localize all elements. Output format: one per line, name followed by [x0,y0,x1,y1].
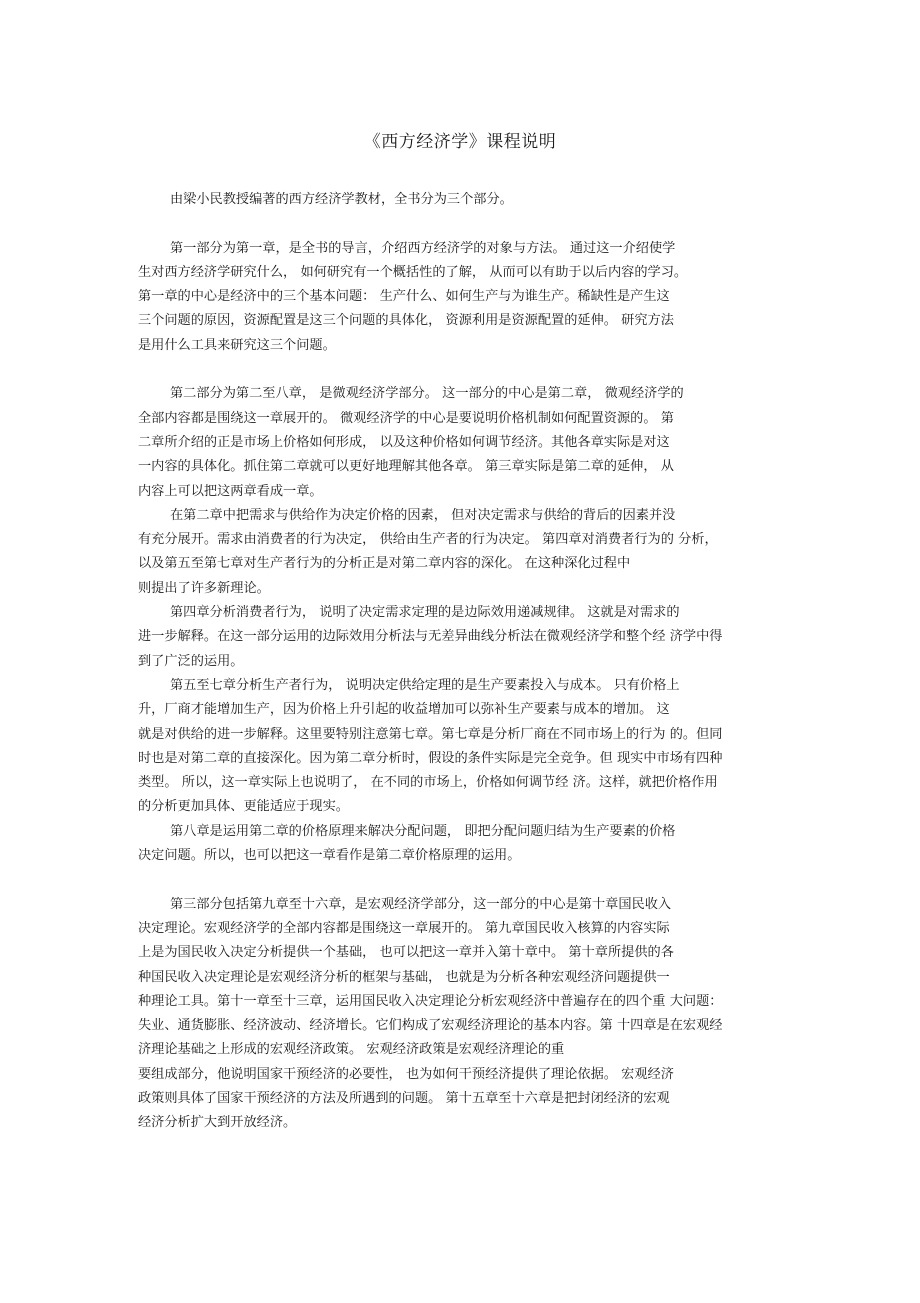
text-line: 内容上可以把这两章看成一章。 [138,483,323,499]
text-line: 进一步解释。在这一部分运用的边际效用分析法与无差异曲线分析法在微观经济学和整个经 济学中得 [138,629,723,645]
paragraph-supply-demand [138,504,783,601]
text-line: 第二部分为第二至八章， 是微观经济学部分。 这一部分的中心是第二章， 微观经济学的 [170,386,684,402]
document-body [138,188,783,1136]
document-title: 《西方经济学》课程说明 [363,132,557,152]
text-line: 第三部分包括第九章至十六章，是宏观经济学部分，这一部分的中心是第十章国民收入 [170,896,672,912]
text-line: 一内容的具体化。抓住第二章就可以更好地理解其他各章。 第三章实际是第二章的延伸， 从 [138,459,674,475]
text-line: 决定问题。所以，也可以把这一章看作是第二章价格原理的运用。 [138,848,521,864]
text-line: 在第二章中把需求与供给作为决定价格的因素， 但对决定需求与供给的背后的因素并没 [170,507,676,523]
text-line: 有充分展开。需求由消费者的行为决定， 供给由生产者的行为决定。 第四章对消费者行为的 分析， [138,532,718,548]
text-line: 第一章的中心是经济中的三个基本问题： 生产什么、如何生产与为谁生产。稀缺性是产生这 [138,289,670,305]
text-line: 的分析更加具体、更能适应于现实。 [138,799,349,815]
text-line: 失业、通货膨胀、经济波动、经济增长。它们构成了宏观经济理论的基本内容。第 十四章是在宏观经 [138,1018,723,1034]
text-line: 生对西方经济学研究什么， 如何研究有一个概括性的了解， 从而可以有助于以后内容的学习。 [138,264,688,280]
text-line: 升，厂商才能增加生产，因为价格上升引起的收益增加可以弥补生产要素与成本的增加。 这 [138,702,670,718]
text-line: 第四章分析消费者行为， 说明了决定需求定理的是边际效用递减规律。 这就是对需求的 [170,605,680,621]
text-line: 要组成部分，他说明国家干预经济的必要性， 也为如何干预经济提供了理论依据。 宏观经济 [138,1066,674,1082]
paragraph-chapter-four [138,601,783,674]
text-line: 二章所介绍的正是市场上价格如何形成， 以及这种价格如何调节经济。其他各章实际是对这 [138,434,670,450]
text-line: 时也是对第二章的直接深化。因为第二章分析时，假设的条件实际是完全竞争。但 现实中市场有四种 [138,750,723,766]
text-line: 政策则具体了国家干预经济的方法及所遇到的问题。 第十五章至十六章是把封闭经济的宏观 [138,1090,670,1106]
text-line: 三个问题的原因，资源配置是这三个问题的具体化， 资源利用是资源配置的延伸。 研究方法 [138,313,674,329]
text-line: 决定理论。宏观经济学的全部内容都是围绕这一章展开的。 第九章国民收入核算的内容实际 [138,920,670,936]
text-line: 以及第五至第七章对生产者行为的分析正是对第二章内容的深化。 在这种深化过程中 [138,556,631,572]
text-line: 全部内容都是围绕这一章展开的。 微观经济学的中心是要说明价格机制如何配置资源的。 第 [138,410,674,426]
paragraph-part-one [138,237,783,358]
text-line: 种国民收入决定理论是宏观经济分析的框架与基础， 也就是为分析各种宏观经济问题提供一 [138,969,670,985]
text-line: 就是对供给的进一步解释。这里要特别注意第七章。第七章是分析厂商在不同市场上的行为 的。但同 [138,726,723,742]
paragraph-part-two [138,382,783,503]
text-line: 济理论基础之上形成的宏观经济政策。 宏观经济政策是宏观经济理论的重 [138,1042,565,1058]
text-line: 第八章是运用第二章的价格原理来解决分配问题， 即把分配问题归结为生产要素的价格 [170,823,676,839]
text-line: 上是为国民收入决定分析提供一个基础， 也可以把这一章并入第十章中。 第十章所提供的各 [138,945,674,961]
paragraph-intro [138,188,783,212]
text-line: 到了广泛的运用。 [138,653,244,669]
text-line: 则提出了许多新理论。 [138,580,270,596]
text-line: 经济分析扩大到开放经济。 [138,1115,297,1131]
text-line: 第一部分为第一章，是全书的导言，介绍西方经济学的对象与方法。 通过这一介绍使学 [170,240,676,256]
paragraph-chapter-eight [138,820,783,869]
text-line: 类型。 所以，这一章实际上也说明了， 在不同的市场上，价格如何调节经 济。这样，就把价格作用 [138,775,718,791]
paragraph-part-three [138,893,783,1136]
text-line: 由梁小民教授编著的西方经济学教材，全书分为三个部分。 [170,192,513,207]
text-line: 种理论工具。第十一章至十三章，运用国民收入决定理论分析宏观经济中普遍存在的四个重 大问题： [138,993,723,1009]
text-line: 第五至七章分析生产者行为， 说明决定供给定理的是生产要素投入与成本。 只有价格上 [170,677,680,693]
text-line: 是用什么工具来研究这三个问题。 [138,337,336,353]
paragraph-chapters-five-to-seven [138,674,783,820]
